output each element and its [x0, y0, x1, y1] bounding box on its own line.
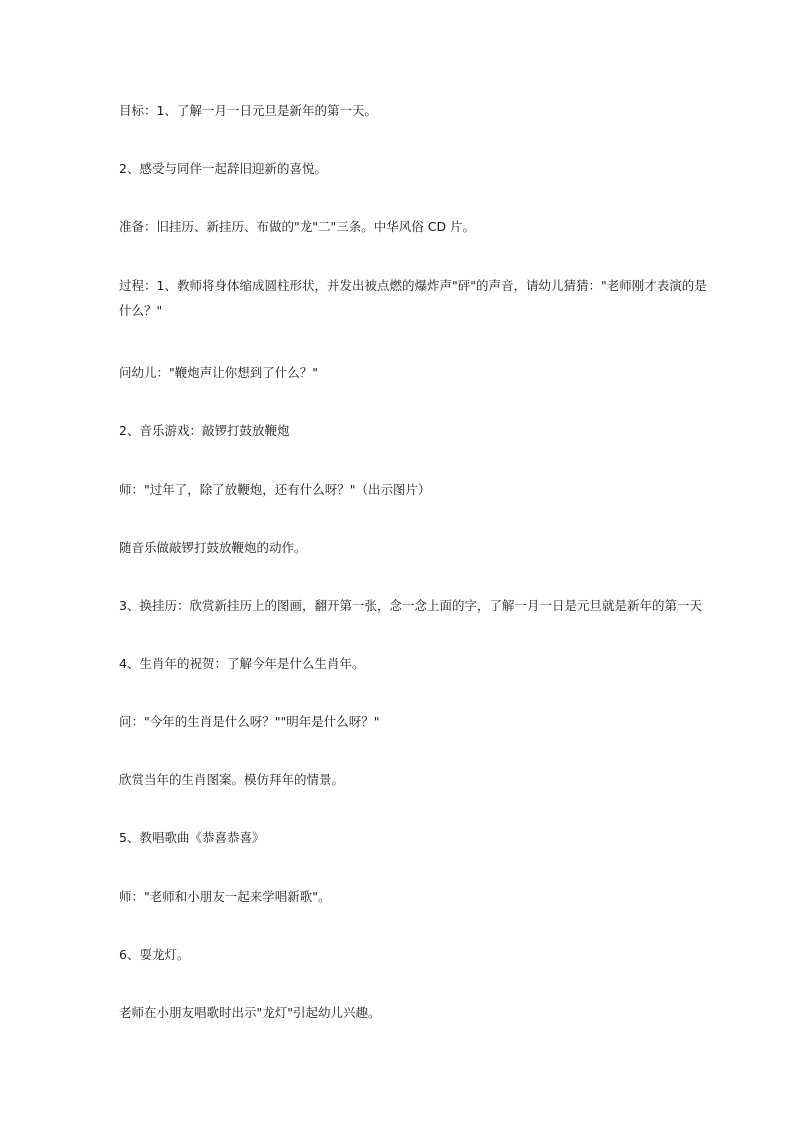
paragraph-music-game: 2、音乐游戏：敲锣打鼓放鞭炮 — [119, 423, 290, 438]
paragraph-music-action: 随音乐做敲锣打鼓放鞭炮的动作。 — [119, 540, 307, 555]
paragraph-goal-1: 目标：1、了解一月一日元旦是新年的第一天。 — [119, 103, 377, 118]
paragraph-calendar: 3、换挂历：欣赏新挂历上的图画，翻开第一张，念一念上面的字，了解一月一日是元旦就是新年的第一天 — [119, 598, 702, 613]
paragraph-teacher-song: 师："老师和小朋友一起来学唱新歌"。 — [119, 889, 331, 904]
paragraph-zodiac: 4、生肖年的祝贺：了解今年是什么生肖年。 — [119, 656, 365, 671]
paragraph-dragon-lantern-show: 老师在小朋友唱歌时出示"龙灯"引起幼儿兴趣。 — [119, 1005, 381, 1020]
paragraph-goal-2: 2、感受与同伴一起辞旧迎新的喜悦。 — [119, 161, 327, 176]
paragraph-process-1: 过程：1、教师将身体缩成圆柱形状，并发出被点燃的爆炸声"砰"的声音，请幼儿猜猜："老师刚才表演的是什么？" — [119, 278, 707, 318]
paragraph-preparation: 准备：旧挂历、新挂历、布做的"龙"二"三条。中华风俗 CD 片。 — [119, 219, 476, 234]
paragraph-question-firecracker: 问幼儿："鞭炮声让你想到了什么？" — [119, 365, 318, 380]
paragraph-zodiac-appreciate: 欣赏当年的生肖图案。模仿拜年的情景。 — [119, 772, 345, 787]
paragraph-zodiac-question: 问："今年的生肖是什么呀？""明年是什么呀？" — [119, 714, 380, 729]
paragraph-teacher-new-year: 师："过年了，除了放鞭炮，还有什么呀？"（出示图片） — [119, 482, 431, 497]
paragraph-song: 5、教唱歌曲《恭喜恭喜》 — [119, 830, 265, 845]
paragraph-dragon-lantern: 6、耍龙灯。 — [119, 947, 190, 962]
